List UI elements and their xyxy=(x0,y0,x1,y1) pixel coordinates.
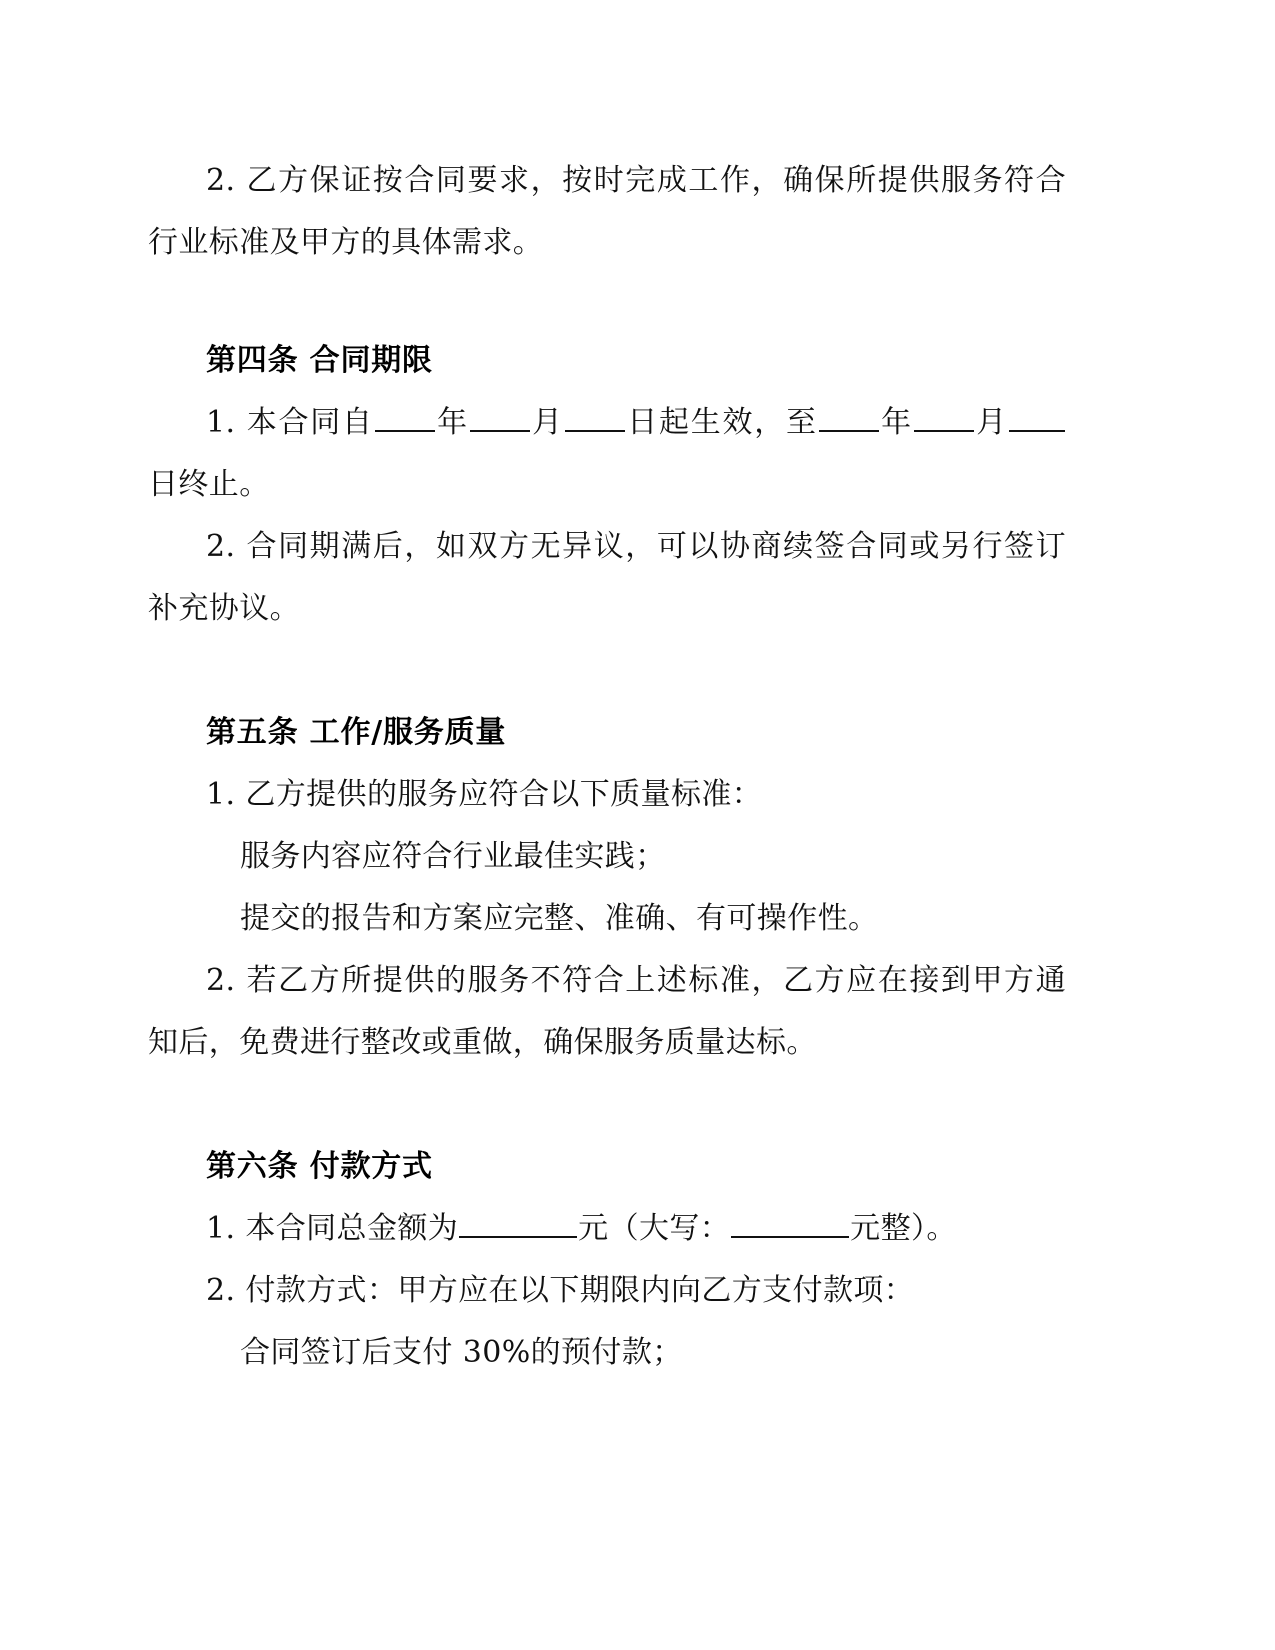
section-4-item-1 xyxy=(148,392,1066,516)
section-heading-6: 第六条 付款方式 xyxy=(206,1149,433,1184)
section-6-item-1-text-2: 元（大写： xyxy=(578,1211,731,1246)
spacer xyxy=(148,274,1066,330)
day-blank-1[interactable] xyxy=(565,402,625,432)
clause-3-item-2: 2. 乙方保证按合同要求，按时完成工作，确保所提供服务符合行业标准及甲方的具体需求。 xyxy=(148,163,1066,260)
section-5-item-2: 2. 若乙方所提供的服务不符合上述标准，乙方应在接到甲方通知后，免费进行整改或重做，确保服务质量达标。 xyxy=(148,963,1066,1060)
section-4-month-label-2: 月 xyxy=(974,405,1009,440)
section-4-day-label-1: 日起生效，至 xyxy=(625,405,818,440)
spacer xyxy=(148,1074,1066,1136)
section-6-item-2-sub-1: 合同签订后支付 30%的预付款； xyxy=(240,1335,683,1370)
section-heading-4: 第四条 合同期限 xyxy=(206,343,433,378)
year-blank-2[interactable] xyxy=(819,402,879,432)
month-blank-1[interactable] xyxy=(470,402,530,432)
month-blank-2[interactable] xyxy=(914,402,974,432)
section-5-item-1-sub-1: 服务内容应符合行业最佳实践； xyxy=(240,839,666,874)
section-4-year-label-2: 年 xyxy=(879,405,913,440)
section-heading-5: 第五条 工作/服务质量 xyxy=(206,715,507,750)
day-blank-2[interactable] xyxy=(1009,402,1065,432)
section-4-year-label-1: 年 xyxy=(435,405,469,440)
section-6-item-1 xyxy=(148,1198,1066,1260)
section-6-item-1-text-1: 1. 本合同总金额为 xyxy=(206,1211,459,1246)
total-amount-blank[interactable] xyxy=(459,1208,577,1238)
amount-in-words-blank[interactable] xyxy=(731,1208,849,1238)
section-6-item-2: 2. 付款方式：甲方应在以下期限内向乙方支付款项： xyxy=(206,1273,915,1308)
spacer xyxy=(148,640,1066,702)
section-6-item-1-text-3: 元整）。 xyxy=(850,1211,957,1246)
section-4-day-label-2: 日终止。 xyxy=(148,467,270,502)
section-5-item-1-sub-2: 提交的报告和方案应完整、准确、有可操作性。 xyxy=(240,901,879,936)
section-4-month-label-1: 月 xyxy=(530,405,564,440)
section-4-item-2: 2. 合同期满后，如双方无异议，可以协商续签合同或另行签订补充协议。 xyxy=(148,529,1066,626)
year-blank-1[interactable] xyxy=(375,402,435,432)
section-4-item-1-text-1: 1. 本合同自 xyxy=(206,405,374,440)
section-5-item-1: 1. 乙方提供的服务应符合以下质量标准： xyxy=(206,777,763,812)
document-body xyxy=(148,150,1066,1384)
